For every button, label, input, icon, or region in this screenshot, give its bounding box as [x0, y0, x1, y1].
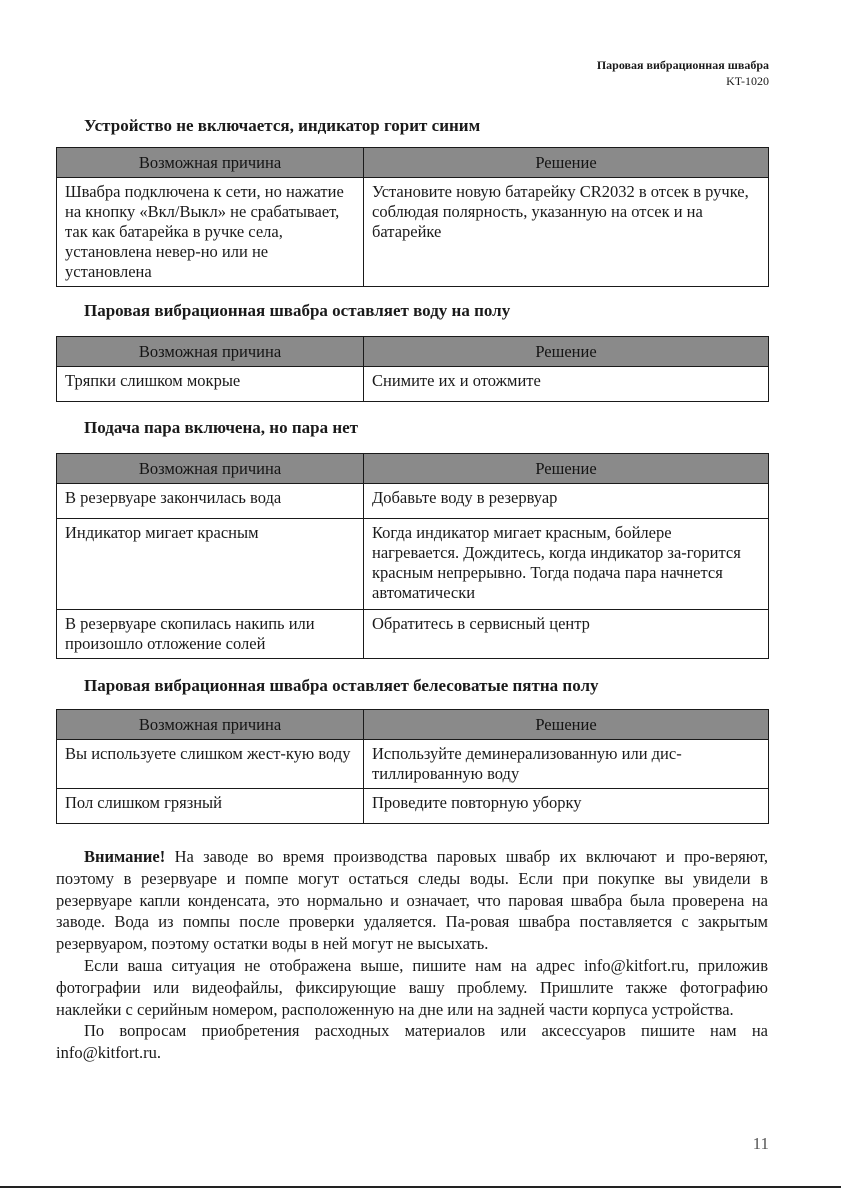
- section-title: Паровая вибрационная швабра оставляет воду на полу: [84, 301, 511, 320]
- table-row: [57, 740, 769, 789]
- accessories-paragraph: По вопросам приобретения расходных материалов или аксессуаров пишите нам на info@kitfort.ru.: [56, 1021, 768, 1063]
- solution-cell: Снимите их и отожмите: [364, 367, 769, 402]
- cause-cell: В резервуаре скопилась накипь или произошло отложение солей: [57, 610, 364, 659]
- table-header-row: [57, 710, 769, 740]
- table-row: [57, 789, 769, 824]
- cause-cell: Пол слишком грязный: [57, 789, 364, 824]
- header-model: KT-1020: [726, 74, 769, 88]
- troubleshooting-table: [56, 709, 769, 824]
- column-header-cause: Возможная причина: [57, 710, 364, 740]
- table-row: [57, 519, 769, 610]
- troubleshooting-table: [56, 147, 769, 287]
- contact-paragraph: Если ваша ситуация не отображена выше, пишите нам на адрес info@kitfort.ru, приложив фотографии или видеофайлы, фиксирующие вашу проблему. Пришлите также фотографию наклейки с серийным номером, расположенную на дне или на задней части корпуса устройства.: [56, 955, 768, 1019]
- warning-paragraph: [56, 846, 768, 955]
- bottom-divider: [0, 1186, 841, 1188]
- solution-cell: Добавьте воду в резервуар: [364, 484, 769, 519]
- column-header-solution: Решение: [364, 148, 769, 178]
- solution-cell: Проведите повторную уборку: [364, 789, 769, 824]
- table-row: [57, 178, 769, 287]
- warning-text: На заводе во время производства паровых швабр их включают и про-веряют, поэтому в резервуаре и помпе могут остаться следы воды. Если при покупке вы увидели в резервуаре капли конденсата, это нормально и означает, что паровая швабра была проверена на заводе. Вода из помпы после проверки удаляется. Па-ровая швабра поставляется с закрытым резервуаром, поэтому остатки воды в ней могут не высыхать.: [56, 847, 768, 954]
- section-title: Паровая вибрационная швабра оставляет белесоватые пятна полу: [84, 676, 599, 695]
- table-header-row: [57, 454, 769, 484]
- cause-cell: Индикатор мигает красным: [57, 519, 364, 610]
- section-title: Подача пара включена, но пара нет: [84, 418, 359, 437]
- cause-cell: В резервуаре закончилась вода: [57, 484, 364, 519]
- troubleshooting-table: [56, 336, 769, 402]
- table-row: [57, 610, 769, 659]
- notes-block: [56, 846, 768, 1064]
- column-header-solution: Решение: [364, 454, 769, 484]
- column-header-cause: Возможная причина: [57, 337, 364, 367]
- solution-cell: Используйте деминерализованную или дис-тиллированную воду: [364, 740, 769, 789]
- cause-cell: Тряпки слишком мокрые: [57, 367, 364, 402]
- cause-cell: Швабра подключена к сети, но нажатие на кнопку «Вкл/Выкл» не срабатывает, так как батарейка в ручке села, установлена невер-но или не установлена: [57, 178, 364, 287]
- solution-cell: Когда индикатор мигает красным, бойлере нагревается. Дождитесь, когда индикатор за-горится красным непрерывно. Тогда подача пара начнется автоматически: [364, 519, 769, 610]
- column-header-solution: Решение: [364, 337, 769, 367]
- solution-cell: Обратитесь в сервисный центр: [364, 610, 769, 659]
- column-header-cause: Возможная причина: [57, 454, 364, 484]
- page-number: 11: [752, 1134, 769, 1153]
- section-title: Устройство не включается, индикатор горит синим: [84, 116, 481, 135]
- warning-label: Внимание!: [84, 847, 166, 866]
- table-header-row: [57, 337, 769, 367]
- header-title: Паровая вибрационная швабра: [596, 58, 769, 72]
- table-header-row: [57, 148, 769, 178]
- running-header: [597, 57, 769, 89]
- column-header-cause: Возможная причина: [57, 148, 364, 178]
- solution-cell: Установите новую батарейку CR2032 в отсек в ручке, соблюдая полярность, указанную на отсек и на батарейке: [364, 178, 769, 287]
- table-row: [57, 484, 769, 519]
- cause-cell: Вы используете слишком жест-кую воду: [57, 740, 364, 789]
- troubleshooting-table: [56, 453, 769, 659]
- table-row: [57, 367, 769, 402]
- column-header-solution: Решение: [364, 710, 769, 740]
